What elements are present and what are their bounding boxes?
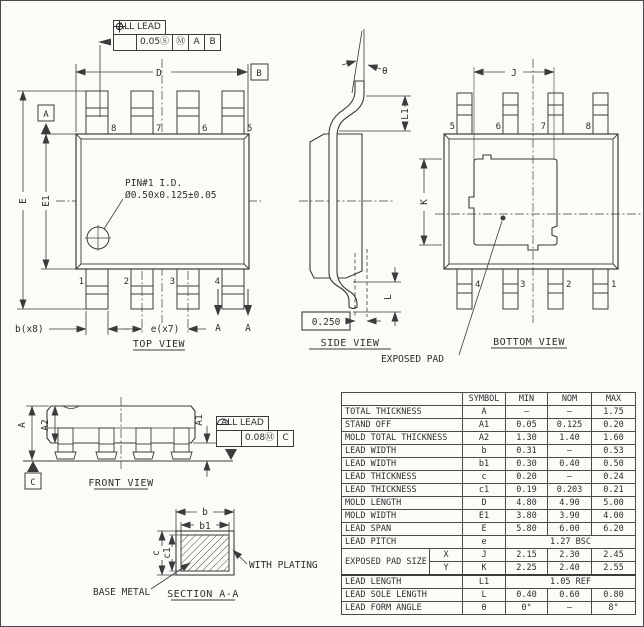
dim-A	[26, 406, 49, 460]
fcf-front	[216, 416, 294, 447]
table-row: LEAD SOLE LENGTH L 0.40 0.60 0.80	[342, 589, 636, 602]
datum-label-A: A	[43, 110, 49, 120]
section-title: SECTION A-A	[167, 589, 239, 600]
dim-b	[49, 311, 129, 335]
table-row: Y K 2.25 2.40 2.55	[342, 562, 636, 576]
fcf-datum-1: A	[188, 34, 205, 51]
fcf-modifier: Ⓜ	[172, 34, 189, 51]
pin-number: 3	[520, 280, 526, 290]
table-row: LEAD THICKNESS c1 0.19 0.203 0.21	[342, 484, 636, 497]
fcf-tolerance: 0.05Ⓢ	[136, 34, 173, 51]
section-cut-arrows	[214, 289, 252, 316]
table-row: LEAD SPAN E 5.80 6.00 6.20	[342, 523, 636, 536]
pin-number: 8	[585, 122, 591, 132]
pin-number: 6	[202, 124, 208, 134]
header-symbol: SYMBOL	[463, 393, 506, 406]
front-view	[23, 397, 237, 489]
table-row: LEAD WIDTH b1 0.30 0.40 0.50	[342, 458, 636, 471]
dim-label-E: E	[18, 198, 29, 204]
dim-label-b1: b1	[199, 521, 211, 532]
dim-label-D: D	[156, 68, 162, 79]
lead-base-metal	[181, 535, 229, 571]
header-nom: NOM	[548, 393, 592, 406]
front-view-title: FRONT VIEW	[88, 478, 154, 489]
table-row: EXPOSED PAD SIZE X J 2.15 2.30 2.45	[342, 549, 636, 562]
base-metal-callout: BASE METAL	[93, 587, 151, 598]
table-row: LEAD FORM ANGLE θ 0° – 8°	[342, 602, 636, 615]
pin-number: 8	[111, 124, 117, 134]
table-row: LEAD WIDTH b 0.31 – 0.53	[342, 445, 636, 458]
pin-number: 3	[169, 277, 175, 287]
pin	[86, 91, 244, 134]
bottom-view-title: BOTTOM VIEW	[493, 337, 565, 348]
pin-number: 5	[247, 124, 253, 134]
datum-label-C: C	[30, 478, 36, 488]
pin-number: 4	[475, 280, 481, 290]
fcf-feature-label: ALL LEAD	[216, 416, 269, 431]
dim-label-A: A	[17, 422, 28, 428]
table-row: MOLD TOTAL THICKNESS A2 1.30 1.40 1.60	[342, 432, 636, 445]
gullwing-lead	[329, 81, 364, 309]
pin-number: 7	[156, 124, 162, 134]
header-min: MIN	[506, 393, 548, 406]
dim-label-E1: E1	[41, 195, 52, 207]
side-view	[299, 29, 411, 349]
dim-label-e: e(x7)	[150, 324, 180, 335]
dim-label-A2: A2	[40, 419, 51, 431]
dim-D	[76, 64, 268, 132]
header-max: MAX	[592, 393, 636, 406]
pin-number: 2	[566, 280, 572, 290]
datum-label-B: B	[256, 69, 262, 79]
dim-label-A1: A1	[194, 414, 205, 426]
bottom-view	[419, 59, 641, 355]
table-row: TOTAL THICKNESS A – – 1.75	[342, 406, 636, 419]
dim-label-K: K	[419, 199, 430, 205]
fcf-datum-1: C	[277, 430, 294, 447]
note-0250: 0.250	[311, 317, 341, 328]
pin1-note-line2: Ø0.50x0.125±0.05	[125, 190, 217, 201]
pin-number: 4	[214, 277, 220, 287]
pin-number: 1	[611, 280, 617, 290]
exposed-pad-callout: EXPOSED PAD	[381, 354, 444, 365]
dim-label-b: b	[202, 507, 208, 518]
table-row: LEAD THICKNESS c 0.20 – 0.24	[342, 471, 636, 484]
fcf-tolerance: 0.08Ⓜ	[241, 430, 278, 447]
with-plating-callout: WITH PLATING	[249, 560, 318, 571]
top-view-title: TOP VIEW	[132, 339, 186, 350]
table-row: MOLD LENGTH D 4.80 4.90 5.00	[342, 497, 636, 510]
table-row: LEAD LENGTH L1 1.05 REF	[342, 575, 636, 589]
profile-of-surface-icon	[216, 430, 242, 447]
header-blank	[342, 393, 463, 406]
fcf-top-leader	[98, 39, 111, 118]
side-view-title: SIDE VIEW	[320, 338, 380, 349]
table-row: LEAD PITCH e 1.27 BSC	[342, 536, 636, 549]
dim-label-b: b(x8)	[15, 324, 44, 335]
table-header-row	[342, 393, 636, 406]
fcf-front-leader	[225, 449, 237, 460]
fcf-top	[113, 20, 221, 51]
section-arrow-label: A	[215, 323, 221, 334]
dim-label-L1: L1	[400, 108, 411, 120]
dim-A1	[193, 426, 216, 477]
pin1-note-line1: PIN#1 I.D.	[125, 178, 183, 189]
package-body	[444, 134, 618, 269]
dim-label-c1: c1	[162, 547, 173, 559]
fcf-feature-label: ALL LEAD	[113, 20, 166, 35]
dim-label-J: J	[511, 68, 517, 79]
section-arrow-label: A	[245, 323, 251, 334]
pin-number: 2	[123, 277, 129, 287]
pin-number: 7	[540, 122, 546, 132]
pin-number: 6	[495, 122, 501, 132]
dim-label-L: L	[383, 294, 394, 300]
table-row: STAND OFF A1 0.05 0.125 0.20	[342, 419, 636, 432]
dimension-table	[341, 392, 636, 615]
table-row: MOLD WIDTH E1 3.80 3.90 4.00	[342, 510, 636, 523]
position-tolerance-icon	[113, 34, 137, 51]
pin-number: 5	[449, 122, 455, 132]
dim-label-c: c	[151, 550, 162, 556]
pin-number: 1	[78, 277, 84, 287]
dim-label-theta: θ	[382, 66, 388, 77]
fcf-datum-2: B	[204, 34, 221, 51]
pin	[86, 269, 244, 309]
